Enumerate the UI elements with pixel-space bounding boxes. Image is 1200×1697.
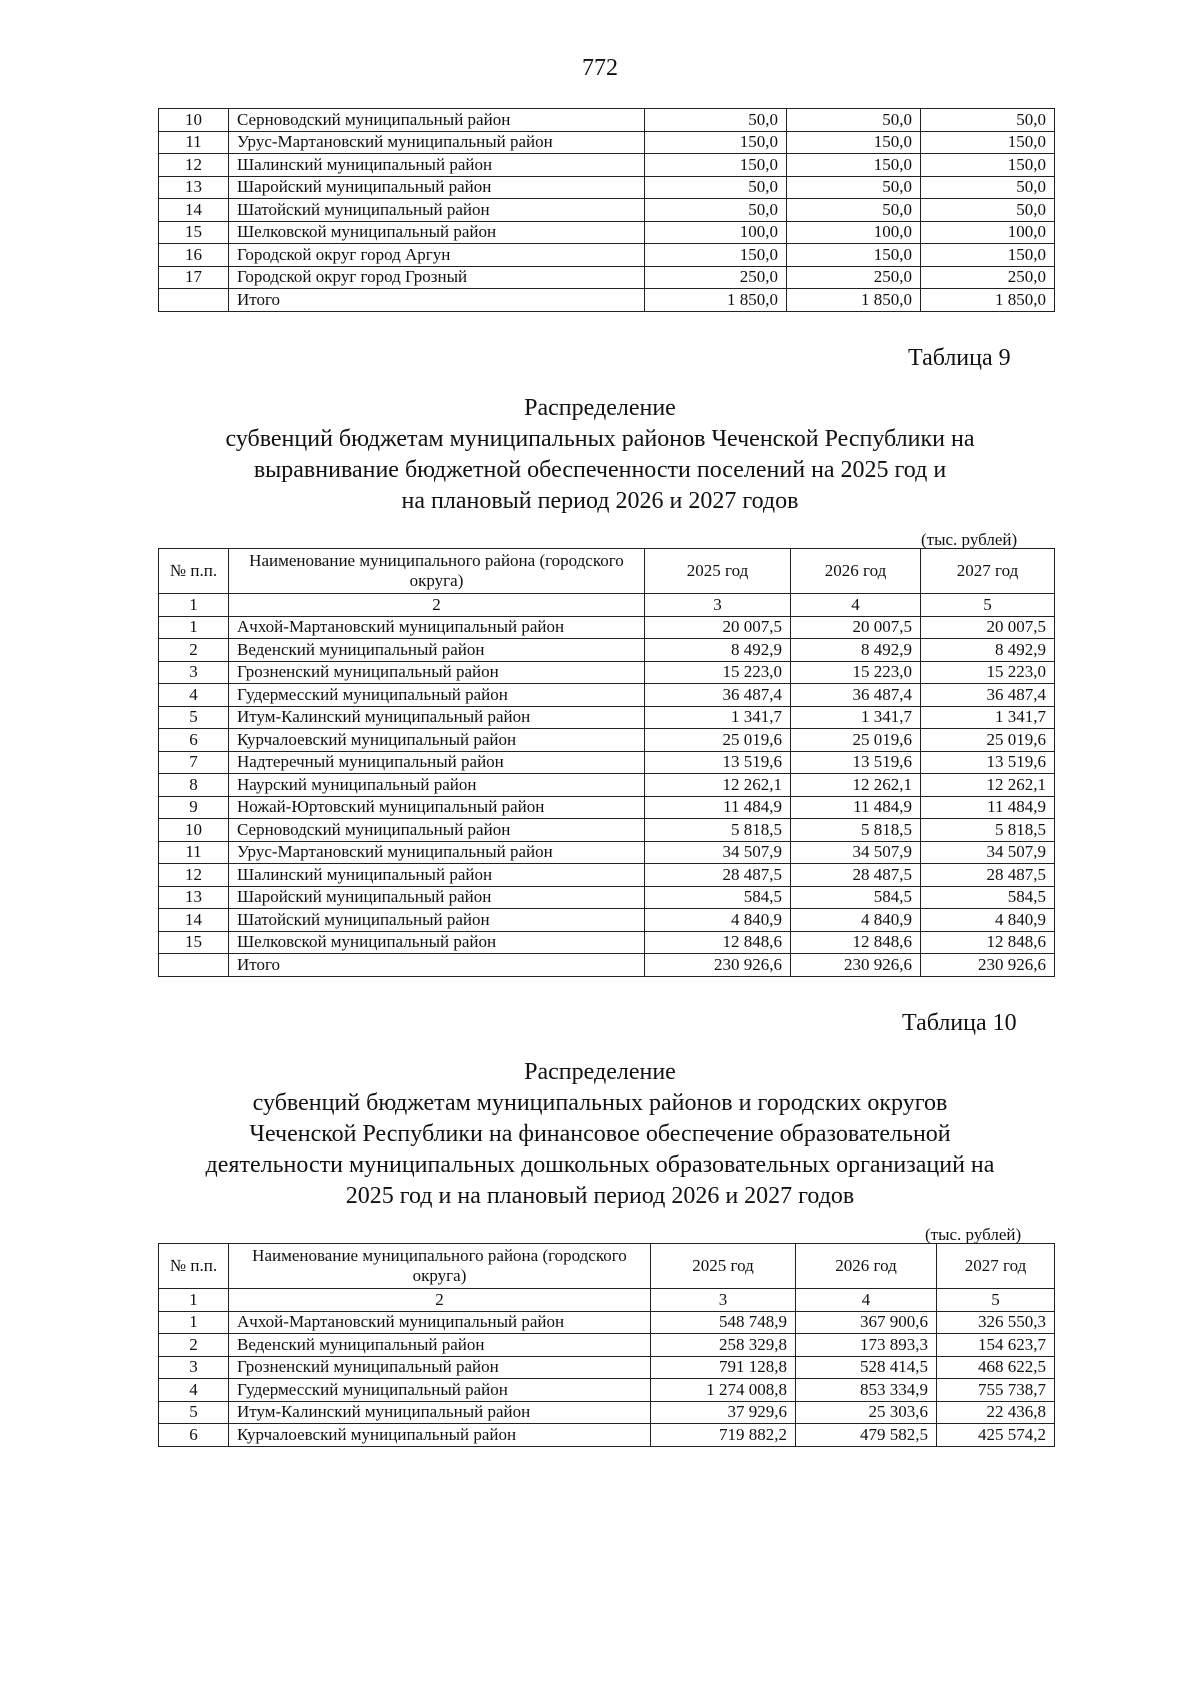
district-name: Наурский муниципальный район [229,774,645,797]
district-name: Шаройский муниципальный район [229,176,645,199]
value-2025: 8 492,9 [645,639,791,662]
value-2026: 250,0 [787,266,921,289]
table-row [159,154,1055,177]
district-name: Гудермесский муниципальный район [229,1379,651,1402]
value-2027: 326 550,3 [937,1311,1055,1334]
table-row [159,931,1055,954]
value-2026: 50,0 [787,109,921,132]
row-number: 5 [159,1401,229,1424]
column-number: 2 [229,1289,651,1312]
title-line: Распределение [524,395,676,421]
column-header: 2027 год [937,1244,1055,1289]
table-row [159,1379,1055,1402]
value-2027: 755 738,7 [937,1379,1055,1402]
row-number: 7 [159,751,229,774]
row-number: 12 [159,864,229,887]
row-number: 13 [159,176,229,199]
district-name: Шатойский муниципальный район [229,199,645,222]
value-2025: 50,0 [645,176,787,199]
value-2025: 584,5 [645,886,791,909]
table-row [159,841,1055,864]
table-row [159,639,1055,662]
value-2026: 34 507,9 [791,841,921,864]
value-2025: 11 484,9 [645,796,791,819]
district-name: Шелковской муниципальный район [229,931,645,954]
table-row [159,176,1055,199]
value-2025: 791 128,8 [651,1356,796,1379]
column-number: 3 [645,594,791,617]
table-row [159,1311,1055,1334]
value-2025: 1 341,7 [645,706,791,729]
value-2027: 28 487,5 [921,864,1055,887]
district-name: Гудермесский муниципальный район [229,684,645,707]
total-row [159,289,1055,312]
value-2027: 8 492,9 [921,639,1055,662]
value-2027: 154 623,7 [937,1334,1055,1357]
value-2025: 5 818,5 [645,819,791,842]
title-line: деятельности муниципальных дошкольных образовательных организаций на [205,1152,995,1178]
value-2025: 100,0 [645,221,787,244]
table-row [159,819,1055,842]
value-2027: 150,0 [921,244,1055,267]
district-name: Итум-Калинский муниципальный район [229,1401,651,1424]
title-line: выравнивание бюджетной обеспеченности поселений на 2025 год и [253,457,947,483]
row-number: 4 [159,684,229,707]
table-row [159,616,1055,639]
district-name: Итого [229,954,645,977]
value-2026: 12 262,1 [791,774,921,797]
row-number: 6 [159,729,229,752]
table-10-units: (тыс. рублей) [925,1225,1022,1244]
value-2026: 25 303,6 [796,1401,937,1424]
row-number: 10 [159,819,229,842]
row-number: 11 [159,131,229,154]
value-2025: 34 507,9 [645,841,791,864]
value-2025: 50,0 [645,109,787,132]
title-line: на плановый период 2026 и 2027 годов [401,488,799,514]
row-number: 1 [159,616,229,639]
row-number: 6 [159,1424,229,1447]
value-2025: 36 487,4 [645,684,791,707]
district-name: Урус-Мартановский муниципальный район [229,841,645,864]
value-2026: 100,0 [787,221,921,244]
title-line: субвенций бюджетам муниципальных районов Чеченской Республики на [225,426,975,452]
value-2026: 28 487,5 [791,864,921,887]
title-line: Чеченской Республики на финансовое обеспечение образовательной [249,1121,951,1147]
value-2027: 250,0 [921,266,1055,289]
value-2025: 28 487,5 [645,864,791,887]
value-2027: 1 850,0 [921,289,1055,312]
value-2027: 13 519,6 [921,751,1055,774]
value-2025: 250,0 [645,266,787,289]
district-name: Грозненский муниципальный район [229,1356,651,1379]
table-row [159,221,1055,244]
table-8-continuation [158,108,1055,312]
table-row [159,796,1055,819]
value-2027: 11 484,9 [921,796,1055,819]
column-header: 2027 год [921,549,1055,594]
table-row [159,886,1055,909]
table-row [159,244,1055,267]
column-number: 2 [229,594,645,617]
total-row [159,954,1055,977]
value-2026: 528 414,5 [796,1356,937,1379]
value-2025: 37 929,6 [651,1401,796,1424]
value-2026: 11 484,9 [791,796,921,819]
title-line: субвенций бюджетам муниципальных районов и городских округов [252,1090,948,1116]
row-number [159,954,229,977]
value-2027: 425 574,2 [937,1424,1055,1447]
table-row [159,131,1055,154]
row-number: 10 [159,109,229,132]
row-number: 14 [159,909,229,932]
value-2027: 1 341,7 [921,706,1055,729]
row-number: 14 [159,199,229,222]
row-number: 11 [159,841,229,864]
column-number: 3 [651,1289,796,1312]
column-number: 1 [159,594,229,617]
value-2025: 50,0 [645,199,787,222]
value-2027: 34 507,9 [921,841,1055,864]
table-10-title [0,1057,1200,1212]
value-2026: 150,0 [787,244,921,267]
value-2027: 12 848,6 [921,931,1055,954]
value-2027: 50,0 [921,176,1055,199]
value-2025: 1 274 008,8 [651,1379,796,1402]
row-number: 13 [159,886,229,909]
value-2026: 479 582,5 [796,1424,937,1447]
value-2026: 584,5 [791,886,921,909]
value-2027: 4 840,9 [921,909,1055,932]
row-number: 17 [159,266,229,289]
value-2026: 367 900,6 [796,1311,937,1334]
district-name: Грозненский муниципальный район [229,661,645,684]
table-row [159,199,1055,222]
title-line: 2025 год и на плановый период 2026 и 2027 годов [345,1183,855,1209]
column-number: 4 [791,594,921,617]
table-row [159,909,1055,932]
value-2027: 12 262,1 [921,774,1055,797]
table-row [159,774,1055,797]
value-2026: 230 926,6 [791,954,921,977]
value-2027: 20 007,5 [921,616,1055,639]
table-row [159,1334,1055,1357]
value-2027: 468 622,5 [937,1356,1055,1379]
table-9-title [0,393,1200,517]
row-number: 3 [159,661,229,684]
value-2027: 22 436,8 [937,1401,1055,1424]
district-name: Шаройский муниципальный район [229,886,645,909]
column-number: 5 [921,594,1055,617]
row-number: 12 [159,154,229,177]
value-2025: 12 848,6 [645,931,791,954]
district-name: Шалинский муниципальный район [229,154,645,177]
table-row [159,684,1055,707]
row-number: 16 [159,244,229,267]
value-2025: 150,0 [645,131,787,154]
header-row [159,549,1055,594]
value-2025: 4 840,9 [645,909,791,932]
district-name: Шалинский муниципальный район [229,864,645,887]
district-name: Веденский муниципальный район [229,639,645,662]
value-2027: 25 019,6 [921,729,1055,752]
value-2026: 12 848,6 [791,931,921,954]
table-row [159,109,1055,132]
table-row [159,266,1055,289]
value-2025: 150,0 [645,154,787,177]
value-2027: 584,5 [921,886,1055,909]
value-2025: 12 262,1 [645,774,791,797]
row-number [159,289,229,312]
district-name: Серноводский муниципальный район [229,109,645,132]
value-2026: 150,0 [787,154,921,177]
value-2025: 150,0 [645,244,787,267]
district-name: Серноводский муниципальный район [229,819,645,842]
table-9 [158,548,1055,977]
value-2026: 50,0 [787,176,921,199]
value-2025: 13 519,6 [645,751,791,774]
table-10-label: Таблица 10 [902,1010,1017,1036]
value-2025: 1 850,0 [645,289,787,312]
row-number: 2 [159,1334,229,1357]
column-number: 1 [159,1289,229,1312]
value-2026: 4 840,9 [791,909,921,932]
district-name: Надтеречный муниципальный район [229,751,645,774]
value-2026: 8 492,9 [791,639,921,662]
value-2026: 173 893,3 [796,1334,937,1357]
table-row [159,1401,1055,1424]
district-name: Курчалоевский муниципальный район [229,729,645,752]
table-row [159,1424,1055,1447]
column-header: 2025 год [651,1244,796,1289]
value-2026: 36 487,4 [791,684,921,707]
district-name: Итого [229,289,645,312]
column-header: Наименование муниципального района (городского округа) [229,1244,651,1289]
value-2026: 1 850,0 [787,289,921,312]
row-number: 2 [159,639,229,662]
row-number: 15 [159,221,229,244]
column-header: № п.п. [159,1244,229,1289]
column-header: Наименование муниципального района (городского округа) [229,549,645,594]
value-2027: 15 223,0 [921,661,1055,684]
column-number-row [159,1289,1055,1312]
value-2025: 719 882,2 [651,1424,796,1447]
value-2025: 258 329,8 [651,1334,796,1357]
value-2026: 13 519,6 [791,751,921,774]
page-number: 772 [582,55,618,81]
district-name: Шатойский муниципальный район [229,909,645,932]
district-name: Ачхой-Мартановский муниципальный район [229,1311,651,1334]
table-row [159,729,1055,752]
value-2026: 853 334,9 [796,1379,937,1402]
district-name: Ножай-Юртовский муниципальный район [229,796,645,819]
table-10 [158,1243,1055,1447]
district-name: Городской округ город Аргун [229,244,645,267]
header-row [159,1244,1055,1289]
value-2027: 50,0 [921,199,1055,222]
value-2027: 50,0 [921,109,1055,132]
row-number: 4 [159,1379,229,1402]
table-row [159,864,1055,887]
value-2025: 20 007,5 [645,616,791,639]
row-number: 15 [159,931,229,954]
district-name: Курчалоевский муниципальный район [229,1424,651,1447]
value-2027: 5 818,5 [921,819,1055,842]
value-2027: 230 926,6 [921,954,1055,977]
column-number: 5 [937,1289,1055,1312]
value-2025: 25 019,6 [645,729,791,752]
district-name: Шелковской муниципальный район [229,221,645,244]
column-header: 2025 год [645,549,791,594]
district-name: Итум-Калинский муниципальный район [229,706,645,729]
row-number: 9 [159,796,229,819]
value-2027: 100,0 [921,221,1055,244]
row-number: 3 [159,1356,229,1379]
table-row [159,1356,1055,1379]
value-2026: 1 341,7 [791,706,921,729]
row-number: 5 [159,706,229,729]
value-2026: 150,0 [787,131,921,154]
district-name: Урус-Мартановский муниципальный район [229,131,645,154]
value-2025: 15 223,0 [645,661,791,684]
value-2025: 548 748,9 [651,1311,796,1334]
table-9-label: Таблица 9 [908,345,1011,371]
district-name: Городской округ город Грозный [229,266,645,289]
column-header: 2026 год [796,1244,937,1289]
column-header: 2026 год [791,549,921,594]
row-number: 8 [159,774,229,797]
value-2027: 150,0 [921,131,1055,154]
value-2026: 5 818,5 [791,819,921,842]
value-2026: 15 223,0 [791,661,921,684]
value-2025: 230 926,6 [645,954,791,977]
value-2026: 20 007,5 [791,616,921,639]
district-name: Ачхой-Мартановский муниципальный район [229,616,645,639]
column-number: 4 [796,1289,937,1312]
title-line: Распределение [524,1059,676,1085]
row-number: 1 [159,1311,229,1334]
table-row [159,751,1055,774]
district-name: Веденский муниципальный район [229,1334,651,1357]
table-row [159,661,1055,684]
column-header: № п.п. [159,549,229,594]
table-row [159,706,1055,729]
value-2027: 36 487,4 [921,684,1055,707]
table-9-units: (тыс. рублей) [921,530,1018,549]
value-2027: 150,0 [921,154,1055,177]
value-2026: 50,0 [787,199,921,222]
value-2026: 25 019,6 [791,729,921,752]
column-number-row [159,594,1055,617]
